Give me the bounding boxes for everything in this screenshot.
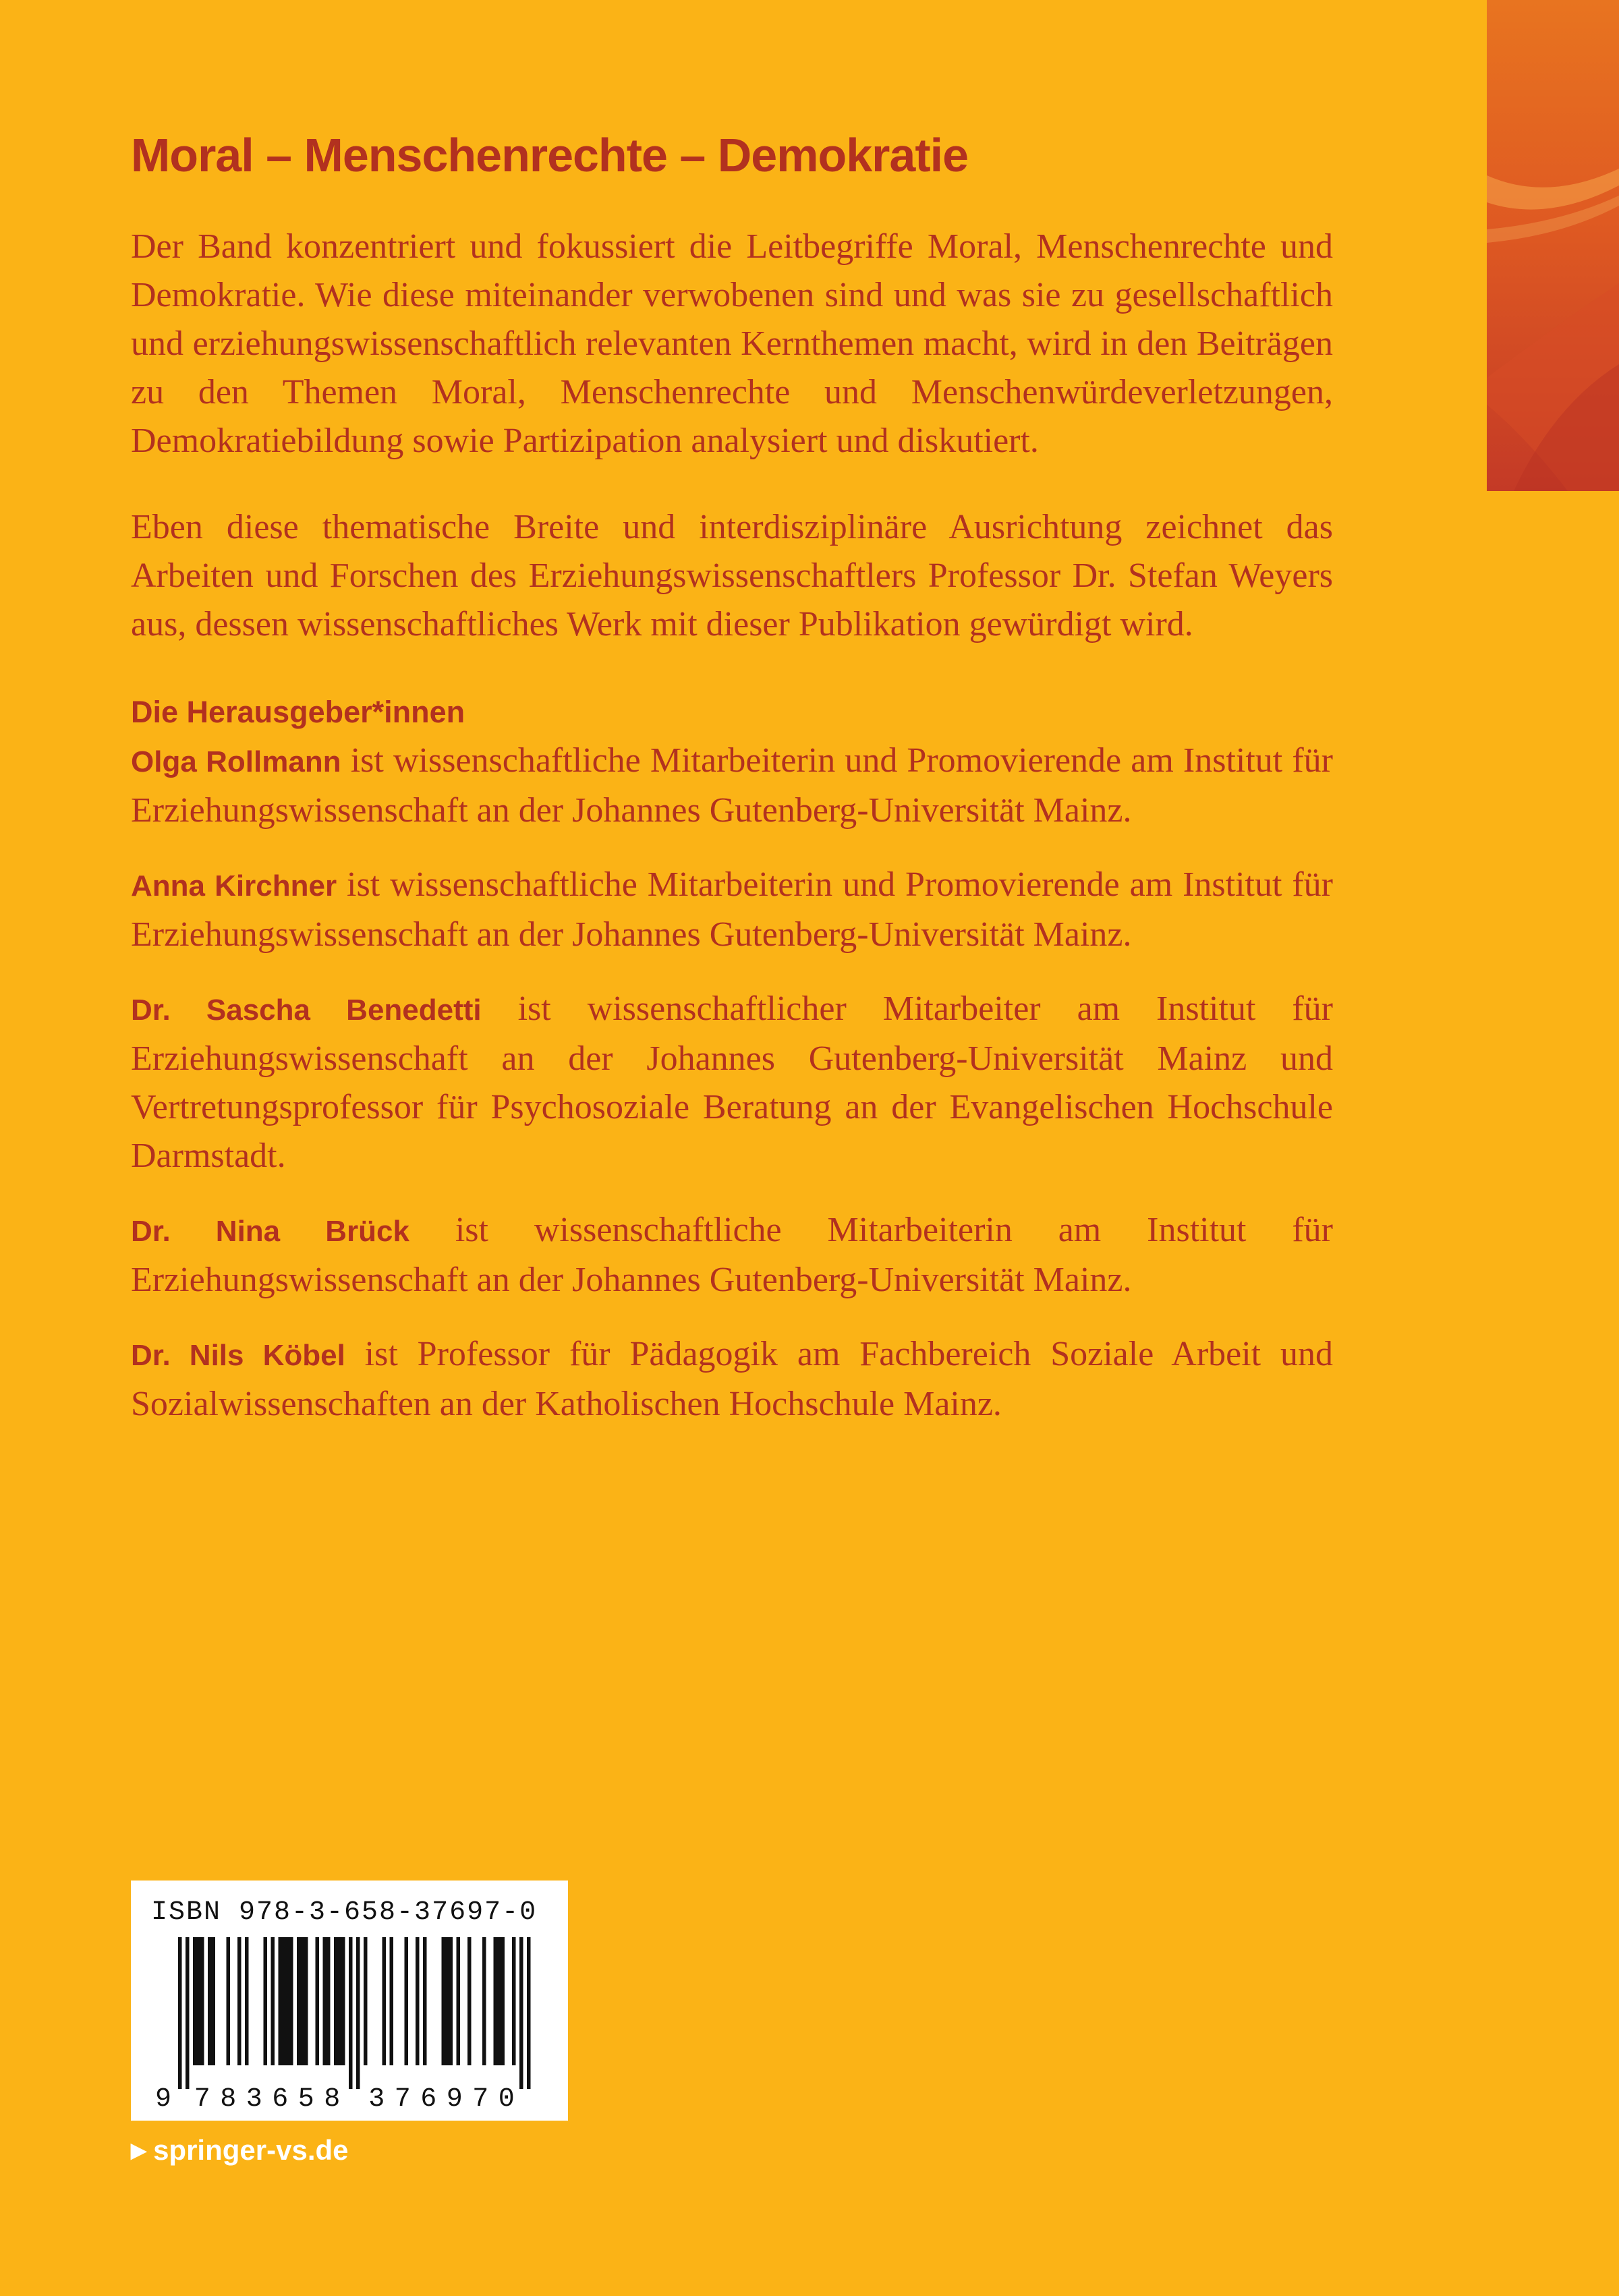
editor-bio (131, 737, 1333, 835)
barcode-bar (286, 1937, 290, 2065)
barcode-digit: 6 (272, 2084, 289, 2114)
editor-name: Anna Kirchner (131, 869, 337, 902)
barcode-bar (527, 1937, 531, 2089)
barcode-bar (338, 1937, 342, 2065)
barcode-bar (282, 1937, 286, 2065)
barcode-bar (264, 1937, 268, 2065)
barcode-digit: 9 (446, 2084, 463, 2114)
isbn-barcode (131, 1881, 568, 2121)
editor-bio (131, 1206, 1333, 1304)
barcode-bar (457, 1937, 461, 2065)
barcode-digit: 8 (220, 2084, 237, 2114)
editor-description: ist wissenschaftliche Mitarbeiterin und Promovierende am Institut für Erziehungswissenschaft an der Johannes Gutenberg-Universität Mainz. (131, 741, 1333, 830)
barcode-bar (423, 1937, 427, 2065)
barcode-digit: 8 (324, 2084, 341, 2114)
barcode-bar (297, 1937, 301, 2065)
barcode-digit: 0 (498, 2084, 515, 2114)
barcode-bar (349, 1937, 353, 2089)
barcode-bar (279, 1937, 283, 2065)
barcode-bar (193, 1937, 197, 2065)
description-paragraph: Der Band konzentriert und fokussiert die Leitbegriffe Moral, Menschenrechte und Demokratie. Wie diese miteinander verwobenen sind und was sie zu gesellschaftlich und erziehungswissenschaftlich relevanten Kernthemen macht, wird in den Beiträgen zu den Themen Moral, Menschenrechte und Menschenwürdeverletzungen, Demokratiebildung sowie Partizipation analysiert und diskutiert. (131, 227, 1333, 460)
publisher-website-link[interactable] (131, 2133, 349, 2169)
barcode-bar (245, 1937, 249, 2065)
barcode-bar (304, 1937, 308, 2065)
editor-bio (131, 861, 1333, 959)
editor-description: ist wissenschaftliche Mitarbeiterin am Institut für Erziehungswissenschaft an der Johannes Gutenberg-Universität Mainz. (131, 1211, 1333, 1299)
description-paragraph: Eben diese thematische Breite und interdisziplinäre Ausrichtung zeichnet das Arbeiten und Forschen des Erziehungswissenschaftlers Professor Dr. Stefan Weyers aus, dessen wissenschaftliches Werk mit dieser Publikation gewürdigt wird. (131, 508, 1333, 643)
barcode-bar (494, 1937, 498, 2065)
barcode-digit: 9 (154, 2084, 172, 2114)
barcode-bar (364, 1937, 368, 2065)
barcode-bar (442, 1937, 446, 2065)
barcode-bar (289, 1937, 293, 2065)
barcode-bar (301, 1937, 305, 2065)
isbn-label: ISBN 978-3-658-37697-0 (151, 1897, 538, 1928)
barcode-digit: 3 (368, 2084, 385, 2114)
barcode-bar (200, 1937, 204, 2065)
barcode-bars (151, 1937, 549, 2114)
barcode-bar (405, 1937, 409, 2065)
barcode-bar (482, 1937, 486, 2065)
barcode-bar (382, 1937, 387, 2065)
editor-name: Dr. Nina Brück (131, 1215, 409, 1248)
editor-description: ist Professor für Pädagogik am Fachbereich Soziale Arbeit und Sozialwissenschaften an der Katholischen Hochschule Mainz. (131, 1335, 1333, 1423)
barcode-bar (356, 1937, 360, 2089)
editor-name: Olga Rollmann (131, 745, 341, 778)
editor-bio (131, 1330, 1333, 1429)
barcode-bar (519, 1937, 523, 2089)
barcode-digit: 6 (420, 2084, 437, 2114)
editor-description: ist wissenschaftlicher Mitarbeiter am Institut für Erziehungswissenschaft an der Johannes Gutenberg-Universität Mainz und Vertretungsprofessor für Psychosoziale Beratung an der Evangelischen Hochschule Darmstadt. (131, 989, 1333, 1175)
barcode-digit: 7 (472, 2084, 489, 2114)
barcode-bar (237, 1937, 242, 2065)
barcode-bar (416, 1937, 420, 2065)
barcode-bar (445, 1937, 449, 2065)
barcode-bar (178, 1937, 182, 2089)
editors-heading: Die Herausgeber*innen (131, 695, 465, 729)
barcode-bar (449, 1937, 453, 2065)
barcode-bar (341, 1937, 345, 2065)
corner-accent-graphic (1487, 0, 1619, 491)
barcode-bar (326, 1937, 331, 2065)
barcode-bar (316, 1937, 320, 2065)
book-title: Moral – Menschenrechte – Demokratie (131, 129, 969, 181)
back-cover-content (131, 121, 1333, 1454)
publisher-website-text: springer-vs.de (153, 2134, 349, 2166)
barcode-bar (390, 1937, 394, 2065)
triangle-right-icon: ▶ (131, 2140, 147, 2162)
barcode-bar (467, 1937, 472, 2065)
barcode-bar (334, 1937, 338, 2065)
barcode-bar (323, 1937, 327, 2065)
barcode-bar (271, 1937, 275, 2065)
barcode-digit: 3 (246, 2084, 262, 2114)
barcode-digit: 7 (194, 2084, 210, 2114)
barcode-bar (186, 1937, 190, 2089)
barcode-bar (501, 1937, 505, 2065)
barcode-digit: 7 (394, 2084, 411, 2114)
barcode-bar (227, 1937, 231, 2065)
editor-description: ist wissenschaftliche Mitarbeiterin und Promovierende am Institut für Erziehungswissenschaft an der Johannes Gutenberg-Universität Mainz. (131, 865, 1334, 954)
barcode-digit: 5 (297, 2084, 314, 2114)
barcode-bar (512, 1937, 516, 2065)
editor-bio (131, 985, 1333, 1180)
barcode-bar (197, 1937, 201, 2065)
barcode-bar (208, 1937, 212, 2065)
editor-name: Dr. Nils Köbel (131, 1339, 345, 1372)
barcode-bar (497, 1937, 501, 2065)
editor-name: Dr. Sascha Benedetti (131, 994, 482, 1027)
barcode-bar (212, 1937, 216, 2065)
